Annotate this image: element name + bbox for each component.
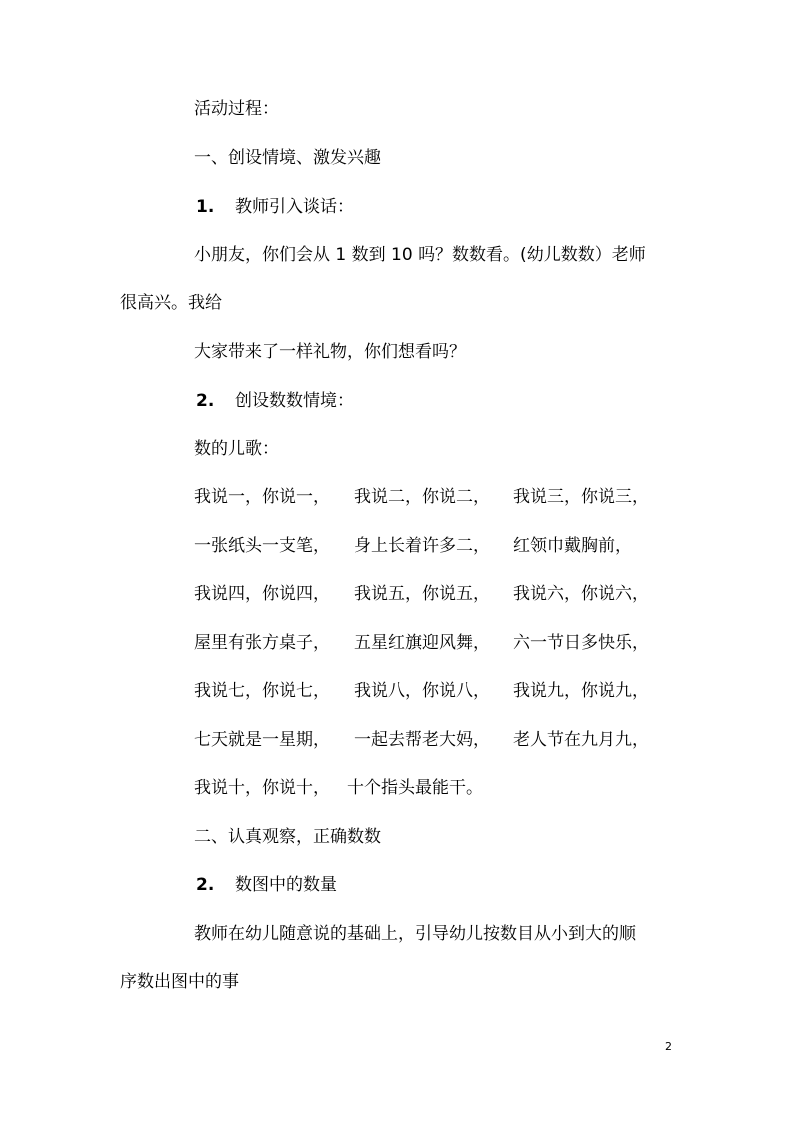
item-3-number: 2. — [196, 875, 215, 895]
song-row-6-col-1: 七天就是一星期， — [194, 730, 330, 750]
song-row-1-col-3: 我说三，你说三， — [513, 487, 649, 507]
section-1-title: 一、创设情境、激发兴趣 — [194, 148, 381, 168]
item-3-title: 数图中的数量 — [235, 875, 337, 895]
page-number: 2 — [665, 1040, 672, 1053]
paragraph-1-line-2: 很高兴。我给 — [120, 293, 222, 313]
song-row-3-col-2: 我说五，你说五， — [354, 584, 490, 604]
song-row-7-col-2: 十个指头最能干。 — [347, 778, 483, 798]
song-row-5-col-2: 我说八，你说八， — [354, 681, 490, 701]
item-2-title: 创设数数情境： — [235, 391, 354, 411]
song-row-5-col-3: 我说九，你说九， — [513, 681, 649, 701]
song-row-3-col-1: 我说四，你说四， — [194, 584, 330, 604]
song-row-6-col-2: 一起去帮老大妈， — [354, 730, 490, 750]
heading-activity-process: 活动过程： — [194, 99, 279, 119]
song-row-4-col-3: 六一节日多快乐， — [513, 633, 649, 653]
item-2-number: 2. — [196, 391, 215, 411]
paragraph-3-line-1: 教师在幼儿随意说的基础上，引导幼儿按数目从小到大的顺 — [194, 924, 636, 944]
song-row-1-col-2: 我说二，你说二， — [354, 487, 490, 507]
song-row-6-col-3: 老人节在九月九， — [513, 730, 649, 750]
item-1-title: 教师引入谈话： — [235, 197, 354, 217]
song-row-2-col-3: 红领巾戴胸前， — [513, 536, 632, 556]
song-row-7-col-1: 我说十，你说十， — [194, 778, 330, 798]
song-row-1-col-1: 我说一，你说一， — [194, 487, 330, 507]
item-1-number: 1. — [196, 197, 215, 217]
section-2-title: 二、认真观察，正确数数 — [194, 827, 381, 847]
song-row-2-col-1: 一张纸头一支笔， — [194, 536, 330, 556]
paragraph-1-line-1: 小朋友，你们会从 1 数到 10 吗？数数看。(幼儿数数）老师 — [194, 245, 646, 265]
song-row-4-col-1: 屋里有张方桌子， — [194, 633, 330, 653]
song-row-3-col-3: 我说六，你说六， — [513, 584, 649, 604]
song-row-5-col-1: 我说七，你说七， — [194, 681, 330, 701]
song-row-2-col-2: 身上长着许多二， — [354, 536, 490, 556]
paragraph-3-line-2: 序数出图中的事 — [120, 972, 239, 992]
paragraph-2: 大家带来了一样礼物，你们想看吗？ — [194, 342, 466, 362]
song-row-4-col-2: 五星红旗迎风舞， — [354, 633, 490, 653]
song-title: 数的儿歌： — [194, 439, 279, 459]
